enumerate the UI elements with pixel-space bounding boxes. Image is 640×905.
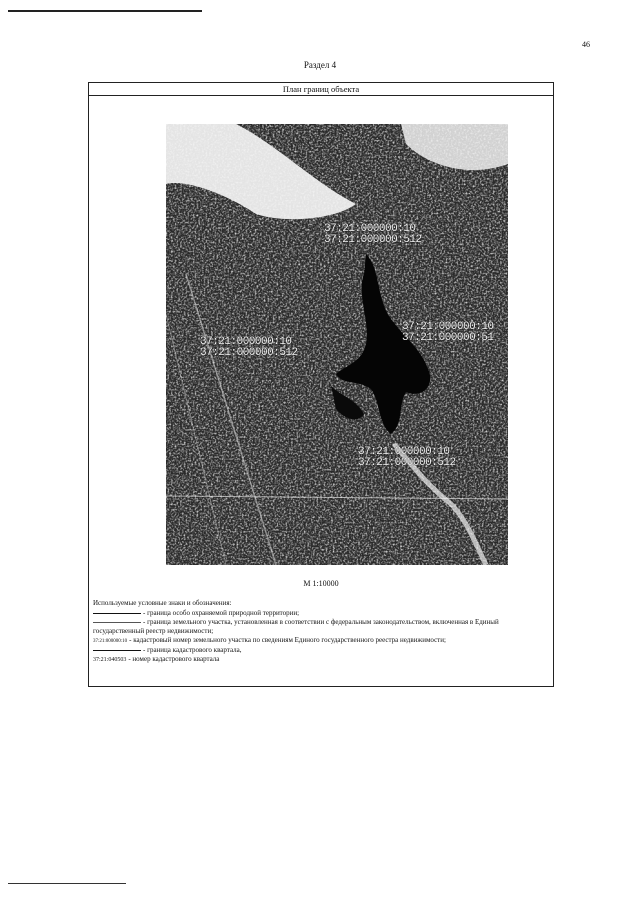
legend-text: - граница особо охраняемой природной территории; [143,609,300,617]
cadastral-label: 37:21:000000:10 [358,446,450,458]
legend-item [93,646,549,655]
cadastral-label: 37:21:000000:512 [324,234,422,246]
legend-item [93,609,549,618]
legend-text: - кадастровый номер земельного участка по сведениям Единого государственного реестра недвижимости; [129,636,446,644]
cadastral-label: 37:21:000000:51 [402,332,494,344]
legend-symbol-cadastral-number: 37:21:000000:10 [93,639,128,644]
cadastral-label: 37:21:000000:512 [358,457,456,469]
aerial-map [166,124,508,565]
map-scale: М 1:10000 [303,579,339,588]
legend-symbol-quarter-boundary [93,650,141,651]
legend-item [93,636,549,646]
legend-text: - граница кадастрового квартала, [143,646,242,654]
frame-title: План границ объекта [89,83,553,96]
cadastral-label: 37:21:000000:10 [402,321,494,333]
legend [93,599,549,665]
bottom-rule [8,883,126,884]
plan-frame [88,82,554,687]
legend-text: - граница земельного участка, установленная в соответствии с федеральным законодательством, включенная в Единый государственный реестр недвижимости; [93,618,499,635]
top-rule [8,10,202,12]
page-number: 46 [582,40,590,49]
legend-item [93,655,549,665]
legend-symbol-protected-area-boundary [93,613,141,614]
cadastral-label: 37:21:000000:512 [200,347,298,359]
section-title: Раздел 4 [303,60,337,70]
legend-title: Используемые условные знаки и обозначения: [93,599,232,607]
legend-item [93,618,549,636]
legend-symbol-land-plot-boundary [93,622,141,623]
cadastral-label: 37:21:000000:10 [324,223,416,235]
legend-symbol-quarter-number: 37:21:040503 [93,657,127,663]
cadastral-label: 37:21:000000:10 [200,336,292,348]
legend-text: - номер кадастрового квартала [128,655,220,663]
